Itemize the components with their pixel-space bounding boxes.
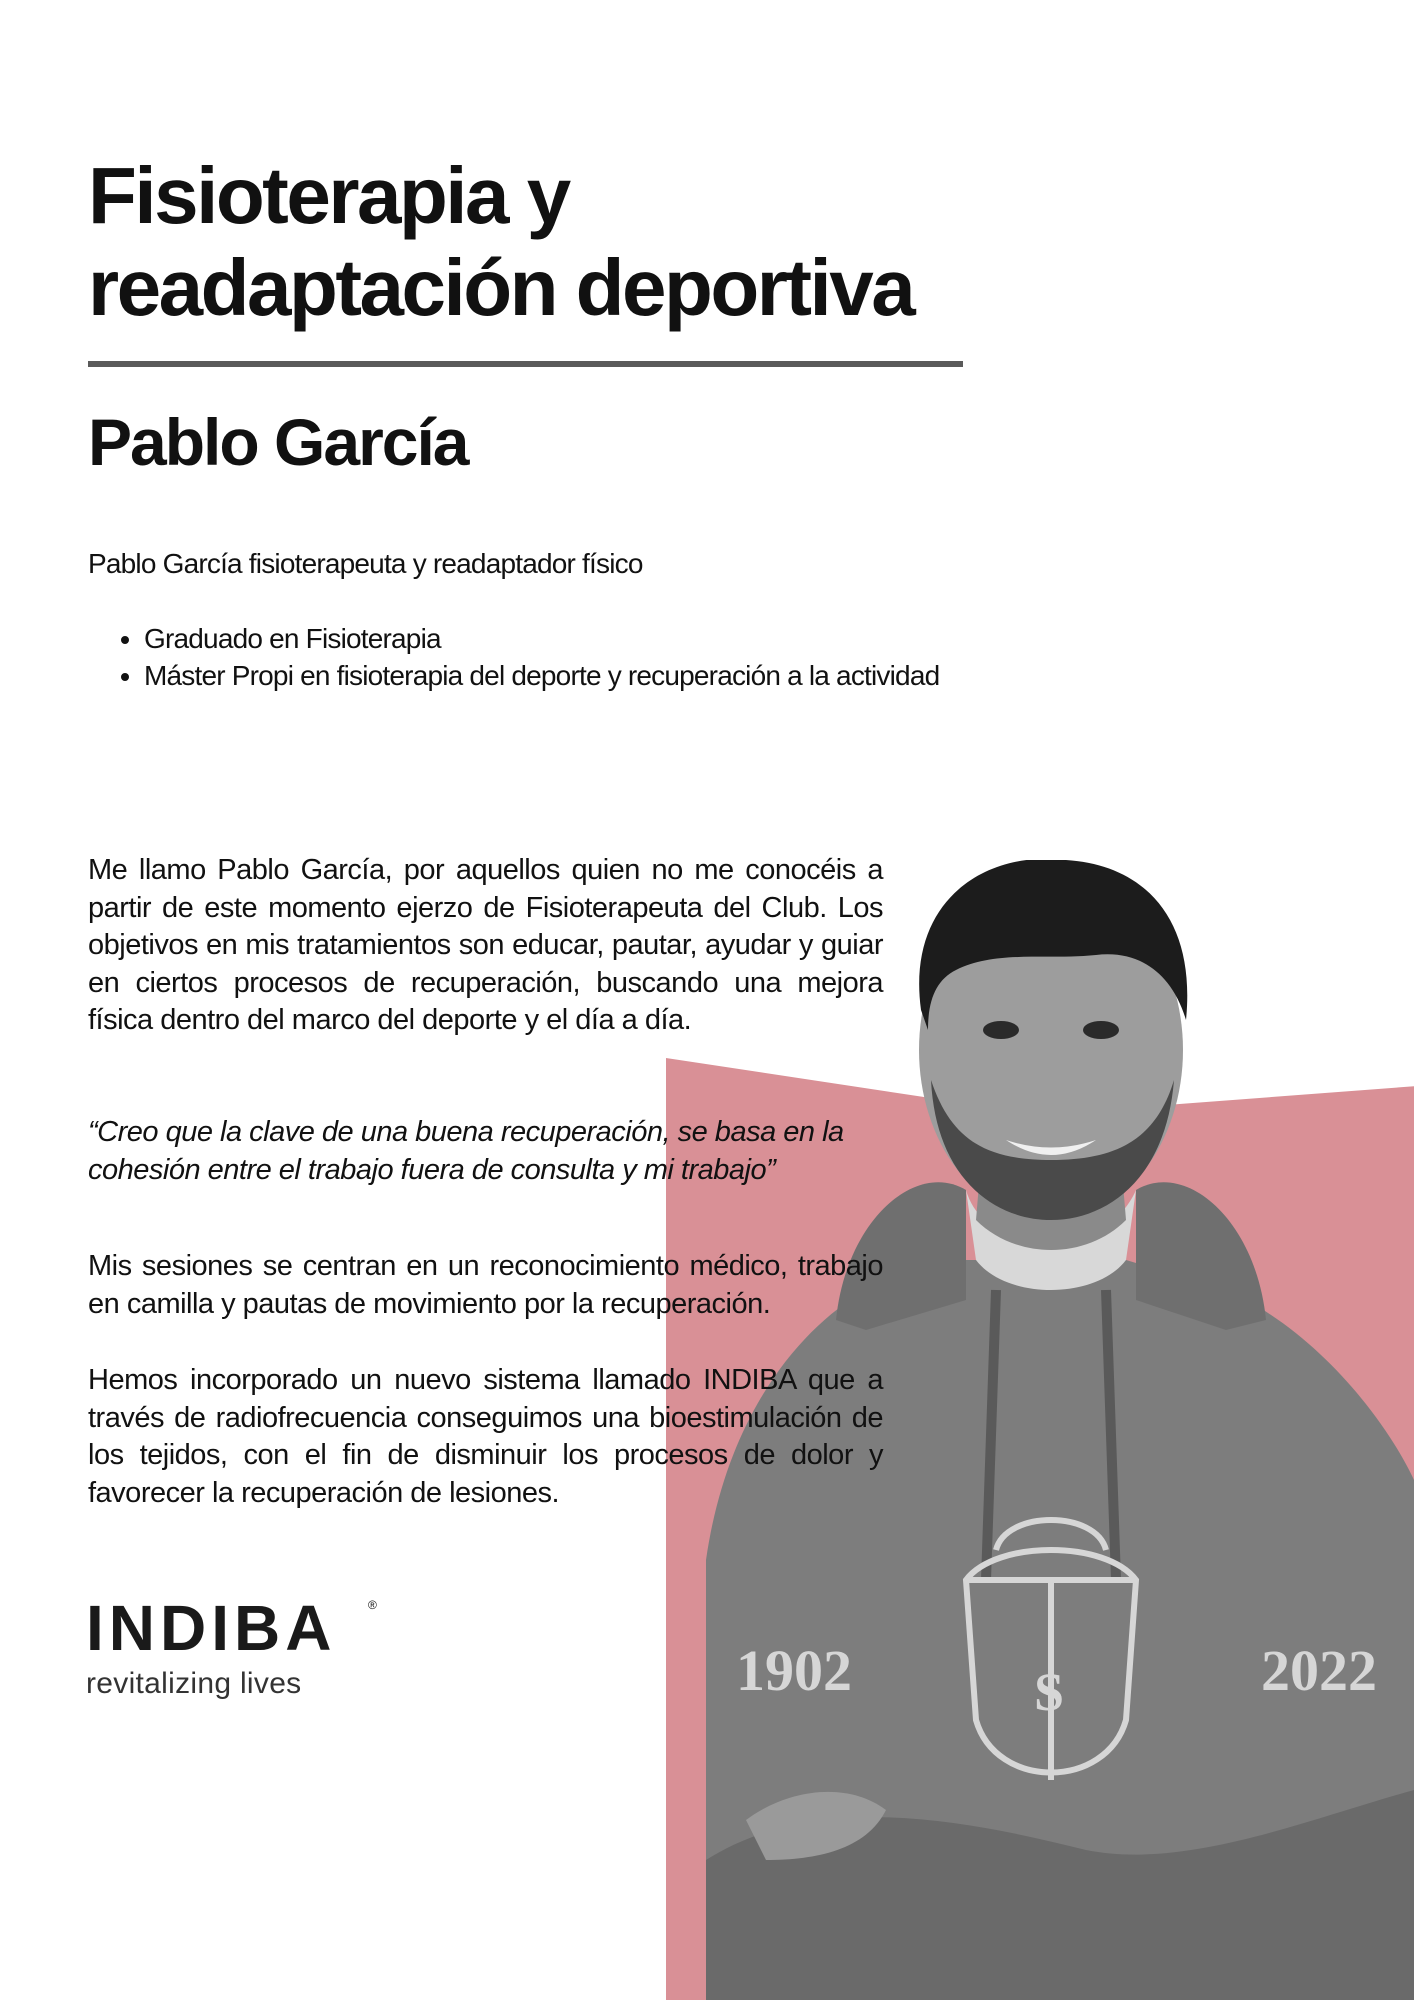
qualification-item: • Máster Propi en fisioterapia del deporte y recuperación a la actividad [144, 657, 939, 694]
logo-registered-mark: ® [368, 1598, 377, 1612]
person-name: Pablo García [88, 405, 468, 479]
page-title [88, 150, 913, 334]
paragraph-sessions: Mis sesiones se centran en un reconocimiento médico, trabajo en camilla y pautas de movimiento por la recuperación. [88, 1250, 883, 1320]
indiba-logo [86, 1592, 377, 1704]
qualification-item: • Graduado en Fisioterapia [144, 620, 939, 657]
paragraph-indiba: Hemos incorporado un nuevo sistema llamado INDIBA que a través de radiofrecuencia conseguimos una bioestimulación de los tejidos, con el fin de disminuir los procesos de dolor y favorecer la recuperación de lesiones. [88, 1364, 883, 1509]
crest-letter: S [1034, 1662, 1065, 1722]
logo-wordmark: INDIBA [86, 1592, 337, 1664]
qualifications-list [104, 620, 939, 694]
quote: “Creo que la clave de una buena recuperación, se basa en la cohesión entre el trabajo fuera de consulta y mi trabajo” [88, 1116, 844, 1186]
crest-year-right: 2022 [1261, 1638, 1377, 1703]
logo-tagline: revitalizing lives [86, 1667, 302, 1700]
paragraph-introduction: Me llamo Pablo García, por aquellos quien no me conocéis a partir de este momento ejerzo de Fisioterapeuta del Club. Los objetivos en mis tratamientos son educar, pautar, ayudar y guiar en ciertos procesos de recuperación, buscando una mejora física dentro del marco del deporte y el día a día. [88, 854, 883, 1036]
title-line-1: Fisioterapia y [88, 151, 569, 240]
intro-line: Pablo García fisioterapeuta y readaptador físico [88, 548, 643, 579]
title-divider [88, 361, 963, 367]
title-line-2: readaptación deportiva [88, 243, 914, 332]
crest-year-left: 1902 [736, 1638, 852, 1703]
